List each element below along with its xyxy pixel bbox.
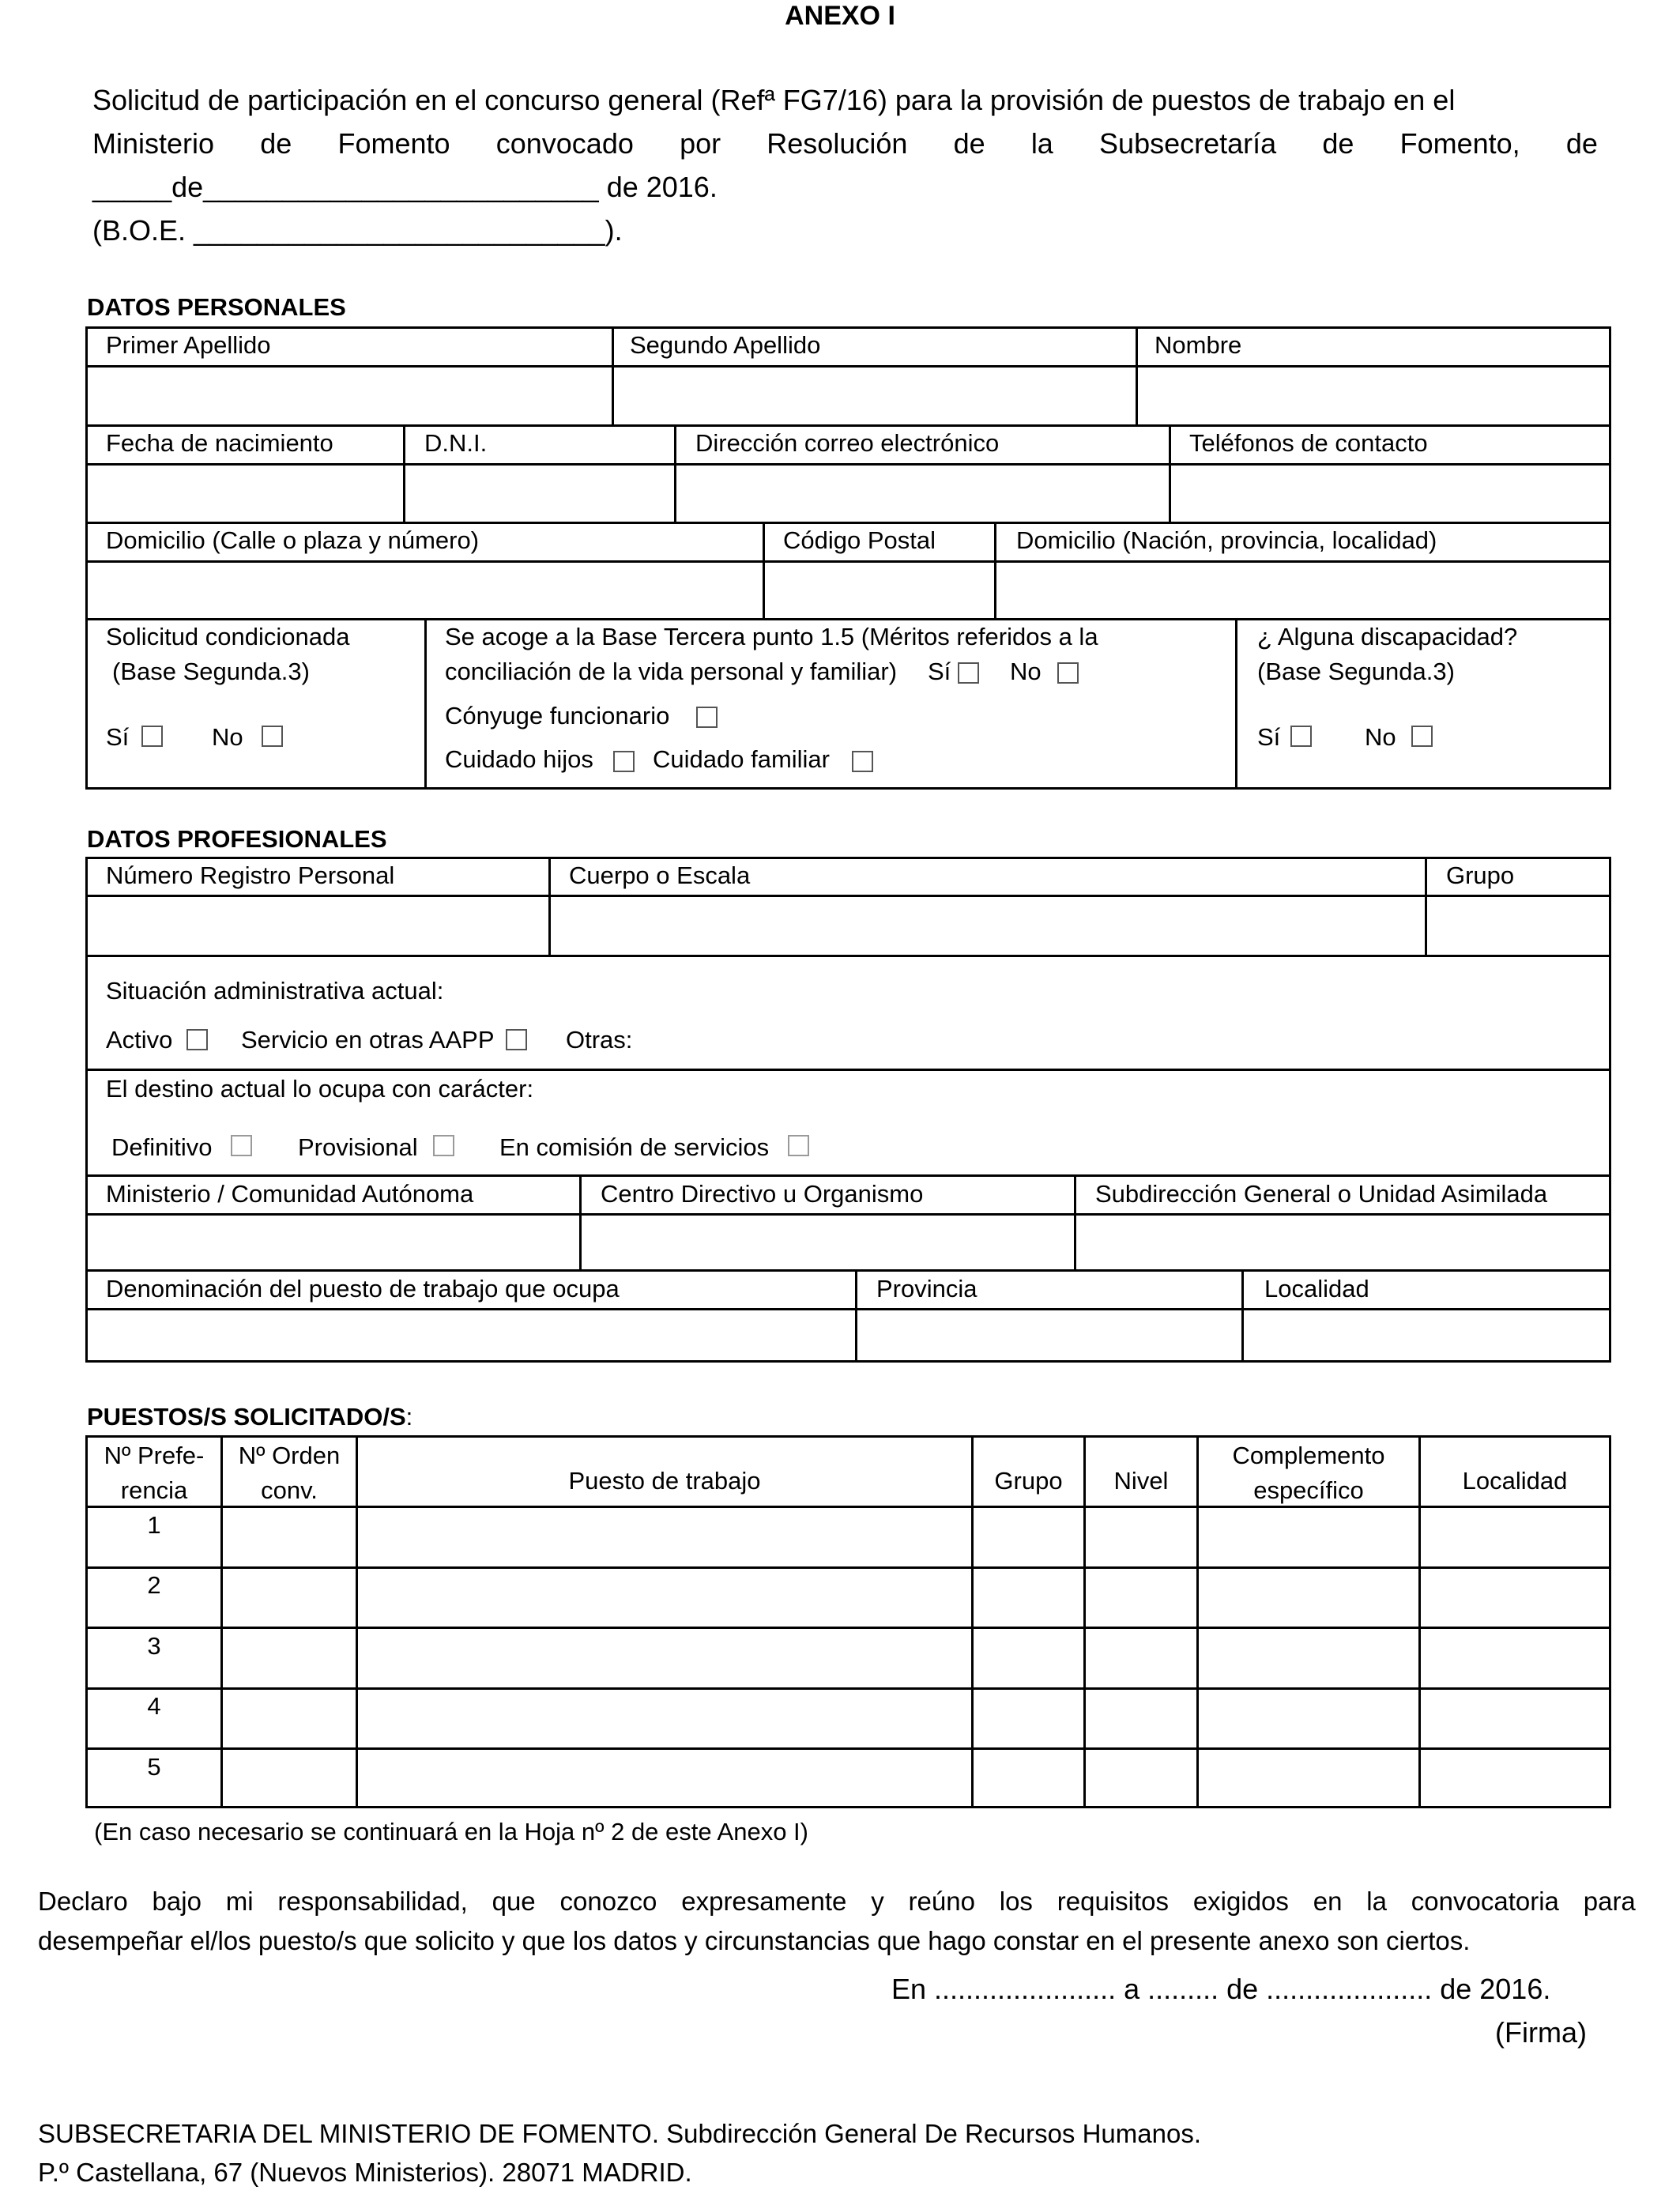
puestos-heading-wrap <box>87 1403 412 1431</box>
correo-field[interactable] <box>676 466 1169 522</box>
localidad-field[interactable] <box>1244 1310 1609 1360</box>
label-condicionada-si: Sí <box>106 723 130 751</box>
cuidado-familiar-checkbox[interactable] <box>852 751 873 772</box>
intro-word: convocado <box>495 127 634 160</box>
row-number: 4 <box>147 1692 161 1720</box>
label-subdireccion: Subdirección General o Unidad Asimilada <box>1095 1180 1548 1208</box>
col-orden-line-2: conv. <box>261 1476 318 1504</box>
discapacidad-si-checkbox[interactable] <box>1290 726 1312 747</box>
intro-line-4: (B.O.E. __________________________). <box>92 214 623 247</box>
declaracion-word: Declaro <box>38 1887 128 1916</box>
label-situacion: Situación administrativa actual: <box>106 977 444 1005</box>
declaracion-word: exigidos <box>1192 1887 1289 1916</box>
declaracion-word: bajo <box>152 1887 202 1916</box>
condicionada-no-checkbox[interactable] <box>262 726 283 747</box>
label-fecha-nacimiento: Fecha de nacimiento <box>106 429 333 457</box>
label-primer-apellido: Primer Apellido <box>106 331 271 359</box>
intro-word: Subsecretaría <box>1099 127 1277 160</box>
row-number: 3 <box>147 1632 161 1660</box>
col-complemento <box>1199 1438 1418 1508</box>
label-nrp: Número Registro Personal <box>106 861 395 889</box>
col-puesto: Puesto de trabajo <box>568 1467 761 1495</box>
row-number: 2 <box>147 1571 161 1599</box>
label-domicilio-calle: Domicilio (Calle o plaza y número) <box>106 526 480 554</box>
col-complemento-line-1: Complemento <box>1232 1442 1385 1469</box>
label-denominacion: Denominación del puesto de trabajo que ocupa <box>106 1275 620 1302</box>
row-number: 5 <box>147 1753 161 1781</box>
subdireccion-field[interactable] <box>1076 1216 1609 1269</box>
cuerpo-field[interactable] <box>551 897 1425 955</box>
declaracion-word: reúno <box>908 1887 975 1916</box>
intro-word: Resolución <box>767 127 908 160</box>
label-otras: Otras: <box>566 1026 633 1054</box>
label-localidad: Localidad <box>1264 1275 1369 1302</box>
label-segundo-apellido: Segundo Apellido <box>630 331 821 359</box>
puestos-note: (En caso necesario se continuará en la Hoja nº 2 de este Anexo I) <box>94 1818 808 1845</box>
firma-label: (Firma) <box>1495 2016 1587 2049</box>
domicilio-nacion-field[interactable] <box>996 563 1609 618</box>
intro-word: Fomento, <box>1399 127 1520 160</box>
comision-checkbox[interactable] <box>788 1135 809 1156</box>
label-telefonos: Teléfonos de contacto <box>1189 429 1428 457</box>
intro-word: por <box>680 127 721 160</box>
label-provincia: Provincia <box>876 1275 977 1302</box>
footer-line-2: P.º Castellana, 67 (Nuevos Ministerios). 28071 MADRID. <box>38 2158 692 2187</box>
telefonos-field[interactable] <box>1171 466 1609 522</box>
label-cuerpo: Cuerpo o Escala <box>569 861 751 889</box>
label-base-tercera-no: No <box>1010 658 1042 685</box>
cuidado-hijos-checkbox[interactable] <box>613 751 635 772</box>
label-ministerio: Ministerio / Comunidad Autónoma <box>106 1180 474 1208</box>
col-grupo: Grupo <box>994 1467 1063 1495</box>
label-dni: D.N.I. <box>424 429 488 457</box>
provisional-checkbox[interactable] <box>433 1135 454 1156</box>
declaracion-word: en <box>1313 1887 1343 1916</box>
puestos-heading-colon: : <box>405 1403 413 1431</box>
intro-word: Fomento <box>337 127 450 160</box>
label-condicionada-base: (Base Segunda.3) <box>112 658 310 685</box>
condicionada-si-checkbox[interactable] <box>141 726 163 747</box>
col-complemento-line-2: específico <box>1253 1476 1364 1504</box>
declaracion-word: expresamente <box>681 1887 847 1916</box>
page-title: ANEXO I <box>785 1 895 31</box>
label-codigo-postal: Código Postal <box>783 526 936 554</box>
label-discapacidad: ¿ Alguna discapacidad? <box>1257 623 1518 650</box>
base-tercera-no-checkbox[interactable] <box>1057 662 1079 684</box>
personal-heading: DATOS PERSONALES <box>87 293 346 321</box>
label-condicionada: Solicitud condicionada <box>106 623 350 650</box>
col-orden <box>223 1438 356 1508</box>
declaracion-word: conozco <box>559 1887 657 1916</box>
declaracion-word: y <box>871 1887 884 1916</box>
primer-apellido-field[interactable] <box>88 368 612 424</box>
centro-directivo-field[interactable] <box>582 1216 1074 1269</box>
footer-line-1: SUBSECRETARIA DEL MINISTERIO DE FOMENTO. Subdirección General De Recursos Humanos. <box>38 2119 1201 2148</box>
label-domicilio-nacion: Domicilio (Nación, provincia, localidad) <box>1016 526 1437 554</box>
conyuge-checkbox[interactable] <box>696 707 718 728</box>
lugar-fecha: En ....................... a ......... de ..................... de 2016. <box>891 1973 1551 2005</box>
grupo-field[interactable] <box>1427 897 1609 955</box>
intro-word: de <box>1565 127 1598 160</box>
label-discapacidad-no: No <box>1365 723 1396 751</box>
label-destino: El destino actual lo ocupa con carácter: <box>106 1075 534 1103</box>
denominacion-field[interactable] <box>88 1310 855 1360</box>
servicio-otras-checkbox[interactable] <box>506 1029 527 1050</box>
col-localidad: Localidad <box>1462 1467 1568 1495</box>
label-cuidado-familiar: Cuidado familiar <box>653 745 830 773</box>
intro-word: la <box>1030 127 1053 160</box>
intro-line-1: Solicitud de participación en el concurso general (Refª FG7/16) para la provisión de puestos de trabajo en el <box>92 84 1456 116</box>
nombre-field[interactable] <box>1138 368 1609 424</box>
label-correo: Dirección correo electrónico <box>695 429 1000 457</box>
intro-line-3: _____de_________________________ de 2016. <box>92 171 718 203</box>
fecha-nacimiento-field[interactable] <box>88 466 403 522</box>
activo-checkbox[interactable] <box>186 1029 208 1050</box>
intro-word: de <box>953 127 985 160</box>
declaracion-word: los <box>999 1887 1033 1916</box>
intro-line-2 <box>92 127 1598 160</box>
intro-word: de <box>1322 127 1354 160</box>
col-preferencia-line-1: Nº Prefe- <box>104 1442 205 1469</box>
label-base-tercera-2: conciliación de la vida personal y familiar) <box>445 658 898 685</box>
label-discapacidad-base: (Base Segunda.3) <box>1257 658 1455 685</box>
puestos-heading: PUESTOS/S SOLICITADO/S <box>87 1403 406 1431</box>
label-condicionada-no: No <box>212 723 243 751</box>
ministerio-field[interactable] <box>88 1216 579 1269</box>
label-activo: Activo <box>106 1026 173 1054</box>
declaracion-word: convocatoria <box>1411 1887 1559 1916</box>
col-orden-line-1: Nº Orden <box>238 1442 341 1469</box>
declaracion-word: mi <box>225 1887 254 1916</box>
declaracion-line-1 <box>38 1886 1636 1917</box>
intro-word: Ministerio <box>92 127 215 160</box>
definitivo-checkbox[interactable] <box>231 1135 252 1156</box>
declaracion-word: para <box>1583 1887 1636 1916</box>
label-servicio-otras: Servicio en otras AAPP <box>241 1026 495 1054</box>
discapacidad-no-checkbox[interactable] <box>1411 726 1433 747</box>
col-preferencia <box>88 1438 220 1508</box>
row-number: 1 <box>147 1511 161 1539</box>
label-provisional: Provisional <box>298 1133 418 1161</box>
label-conyuge: Cónyuge funcionario <box>445 702 670 729</box>
base-tercera-si-checkbox[interactable] <box>958 662 979 684</box>
intro-word: de <box>260 127 292 160</box>
profesional-heading: DATOS PROFESIONALES <box>87 825 387 853</box>
dni-field[interactable] <box>405 466 674 522</box>
nrp-field[interactable] <box>88 897 548 955</box>
label-comision: En comisión de servicios <box>499 1133 770 1161</box>
declaracion-word: responsabilidad, <box>277 1887 468 1916</box>
col-preferencia-line-2: rencia <box>120 1476 188 1504</box>
label-base-tercera-si: Sí <box>928 658 951 685</box>
declaracion-word: requisitos <box>1057 1887 1169 1916</box>
declaracion-word: que <box>492 1887 536 1916</box>
label-discapacidad-si: Sí <box>1257 723 1281 751</box>
declaracion-line-2: desempeñar el/los puesto/s que solicito y que los datos y circunstancias que hago constar en el presente anexo son ciertos. <box>38 1926 1471 1955</box>
label-nombre: Nombre <box>1155 331 1242 359</box>
declaracion-word: la <box>1366 1887 1387 1916</box>
provincia-field[interactable] <box>857 1310 1241 1360</box>
domicilio-calle-field[interactable] <box>88 563 763 618</box>
col-nivel: Nivel <box>1113 1467 1169 1495</box>
label-centro-directivo: Centro Directivo u Organismo <box>601 1180 924 1208</box>
segundo-apellido-field[interactable] <box>614 368 1136 424</box>
label-grupo: Grupo <box>1446 861 1515 889</box>
codigo-postal-field[interactable] <box>765 563 994 618</box>
label-cuidado-hijos: Cuidado hijos <box>445 745 593 773</box>
label-definitivo: Definitivo <box>111 1133 213 1161</box>
label-base-tercera: Se acoge a la Base Tercera punto 1.5 (Méritos referidos a la <box>445 623 1098 650</box>
